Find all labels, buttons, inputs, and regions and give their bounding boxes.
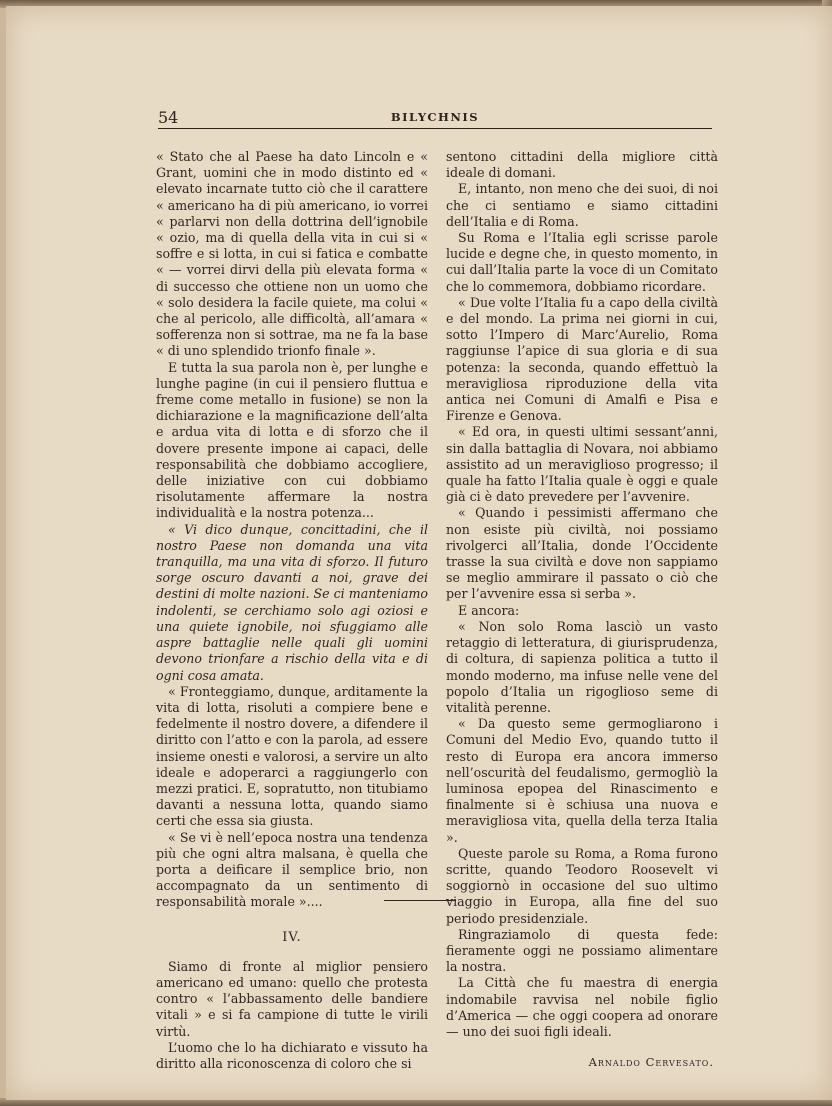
left-paragraph: « Se vi è nell’epoca nostra una tendenza più che ogni altra malsana, è quella che porta a deificare il semplice brio, non accompagnato da un sentimento di responsabilità morale ».... xyxy=(156,829,428,910)
right-paragraph: « Due volte l’Italia fu a capo della civiltà e del mondo. La prima nei giorni in cui, sotto l’Impero di Marc’Aurelio, Roma raggiunse l’apice di sua gloria e di sua potenza: la seconda, quando effettuò la meravigliosa riproduzione della vita antica nei Comuni di Amalfi e Pisa e Firenze e Genova. xyxy=(446,294,718,424)
right-paragraph: « Da questo seme germogliarono i Comuni del Medio Evo, quando tutto il resto di Europa era ancora immerso nell’oscurità del feudalismo, germogliò la luminosa epopea del Rinascimento e finalmente si è schiusa una nuova e meravigliosa vita, quella della terza Italia ». xyxy=(446,716,718,845)
end-rule xyxy=(384,900,456,901)
right-paragraph: Queste parole su Roma, a Roma furono scritte, quando Teodoro Roosevelt vi soggiornò in occasione del suo ultimo viaggio in Europa, alla fine del suo periodo presidenziale. xyxy=(446,845,718,926)
section-paragraph: L’uomo che lo ha dichiarato e vissuto ha diritto alla riconoscenza di coloro che si xyxy=(156,1039,428,1071)
right-paragraph: « Quando i pessimisti affermano che non esiste più civiltà, noi possiamo rivolgerci all’Italia, donde l’Occidente trasse la sua civiltà e dove non sappiamo se meglio ammirare il passato o ciò che per l’avvenire essa si serba ». xyxy=(446,505,718,602)
running-header xyxy=(158,106,712,129)
right-paragraph: E, intanto, non meno che dei suoi, di noi che ci sentiamo e siamo cittadini dell’Italia e di Roma. xyxy=(446,181,718,229)
section-paragraph: Siamo di fronte al miglior pensiero americano ed umano: quello che protesta contro « l’abbassamento delle bandiere vitali » e si fa campione di tutte le virili virtù. xyxy=(156,958,428,1039)
right-column xyxy=(446,149,718,1070)
left-paragraph: « Stato che al Paese ha dato Lincoln e « Grant, uomini che in modo distinto ed « elevato incarnate tutto ciò che il carattere « americano ha di più americano, io vorrei « parlarvi non della dottrina dell’ignobile « ozio, ma di quella della vita in cui si « soffre e si lotta, in cui si fatica e combatte « — vorrei dirvi della più elevata forma « di successo che ottiene non un uomo che « solo desidera la facile quiete, ma colui « che al pericolo, alle difficoltà, all’amara « sofferenza non si sottrae, ma ne fa la base « di uno splendido trionfo finale ». xyxy=(156,149,428,359)
left-paragraph: E tutta la sua parola non è, per lunghe e lunghe pagine (in cui il pensiero fluttua e freme come metallo in fusione) se non la dichiarazione e la magnificazione dell’alta e ardua vita di lotta e di sforzo che il dovere presente impone ai capaci, delle responsabilità che dobbiamo accogliere, delle iniziative con cui dobbiamo risolutamente affermare la nostra individualità e la nostra potenza... xyxy=(156,359,428,521)
left-paragraph-italic-quote: « Vi dico dunque, concittadini, che il nostro Paese non domanda una vita tranquilla, ma una vita di sforzo. Il futuro sorge oscuro davanti a noi, grave dei destini di molte nazioni. Se ci manteniamo indolenti, se cerchiamo solo agi oziosi e una quiete ignobile, noi sfuggiamo alle aspre battaglie nelle quali gli uomini devono trionfare a rischio della vita e di ogni cosa amata. xyxy=(156,521,428,683)
right-paragraph: La Città che fu maestra di energia indomabile ravvisa nel nobile figlio d’America — che oggi coopera ad onorare — uno dei suoi figli ideali. xyxy=(446,975,718,1039)
right-paragraph: sentono cittadini della migliore città ideale di domani. xyxy=(446,149,718,181)
right-paragraph: E ancora: xyxy=(458,602,520,618)
page-number: 54 xyxy=(158,108,179,127)
right-paragraph: « Ed ora, in questi ultimi sessant’anni, sin dalla battaglia di Novara, noi abbiamo assistito ad un meraviglioso progresso; il quale ha fatto l’Italia quale è oggi e quale già ci è dato prevedere per l’avvenire. xyxy=(446,424,718,505)
right-paragraph: Su Roma e l’Italia egli scrisse parole lucide e degne che, in questo momento, in cui dall’Italia parte la voce di un Comitato che lo commemora, dobbiamo ricordare. xyxy=(446,230,718,294)
right-paragraph: « Non solo Roma lasciò un vasto retaggio di letteratura, di giurisprudenza, di coltura, di sapienza politica a tutto il mondo moderno, ma infuse nelle vene del popolo d’Italia un rigoglioso seme di vitalità perenne. xyxy=(446,618,718,715)
left-paragraph: « Fronteggiamo, dunque, arditamente la vita di lotta, risoluti a compiere bene e fedelmente il nostro dovere, a difendere il diritto con l’atto e con la parola, ad essere insieme onesti e valorosi, a servire un alto ideale e adoperarci a raggiungerlo con mezzi pratici. E, sopratutto, non titubiamo davanti a nessuna lotta, quando siamo certi che essa sia giusta. xyxy=(156,683,428,829)
section-number: IV. xyxy=(282,929,302,945)
author-signature: Arnaldo Cervesato. xyxy=(588,1055,714,1070)
left-column xyxy=(156,149,428,1072)
right-paragraph: Ringraziamolo di questa fede: fieramente oggi ne possiamo alimentare la nostra. xyxy=(446,926,718,975)
running-title: BILYCHNIS xyxy=(390,110,480,124)
